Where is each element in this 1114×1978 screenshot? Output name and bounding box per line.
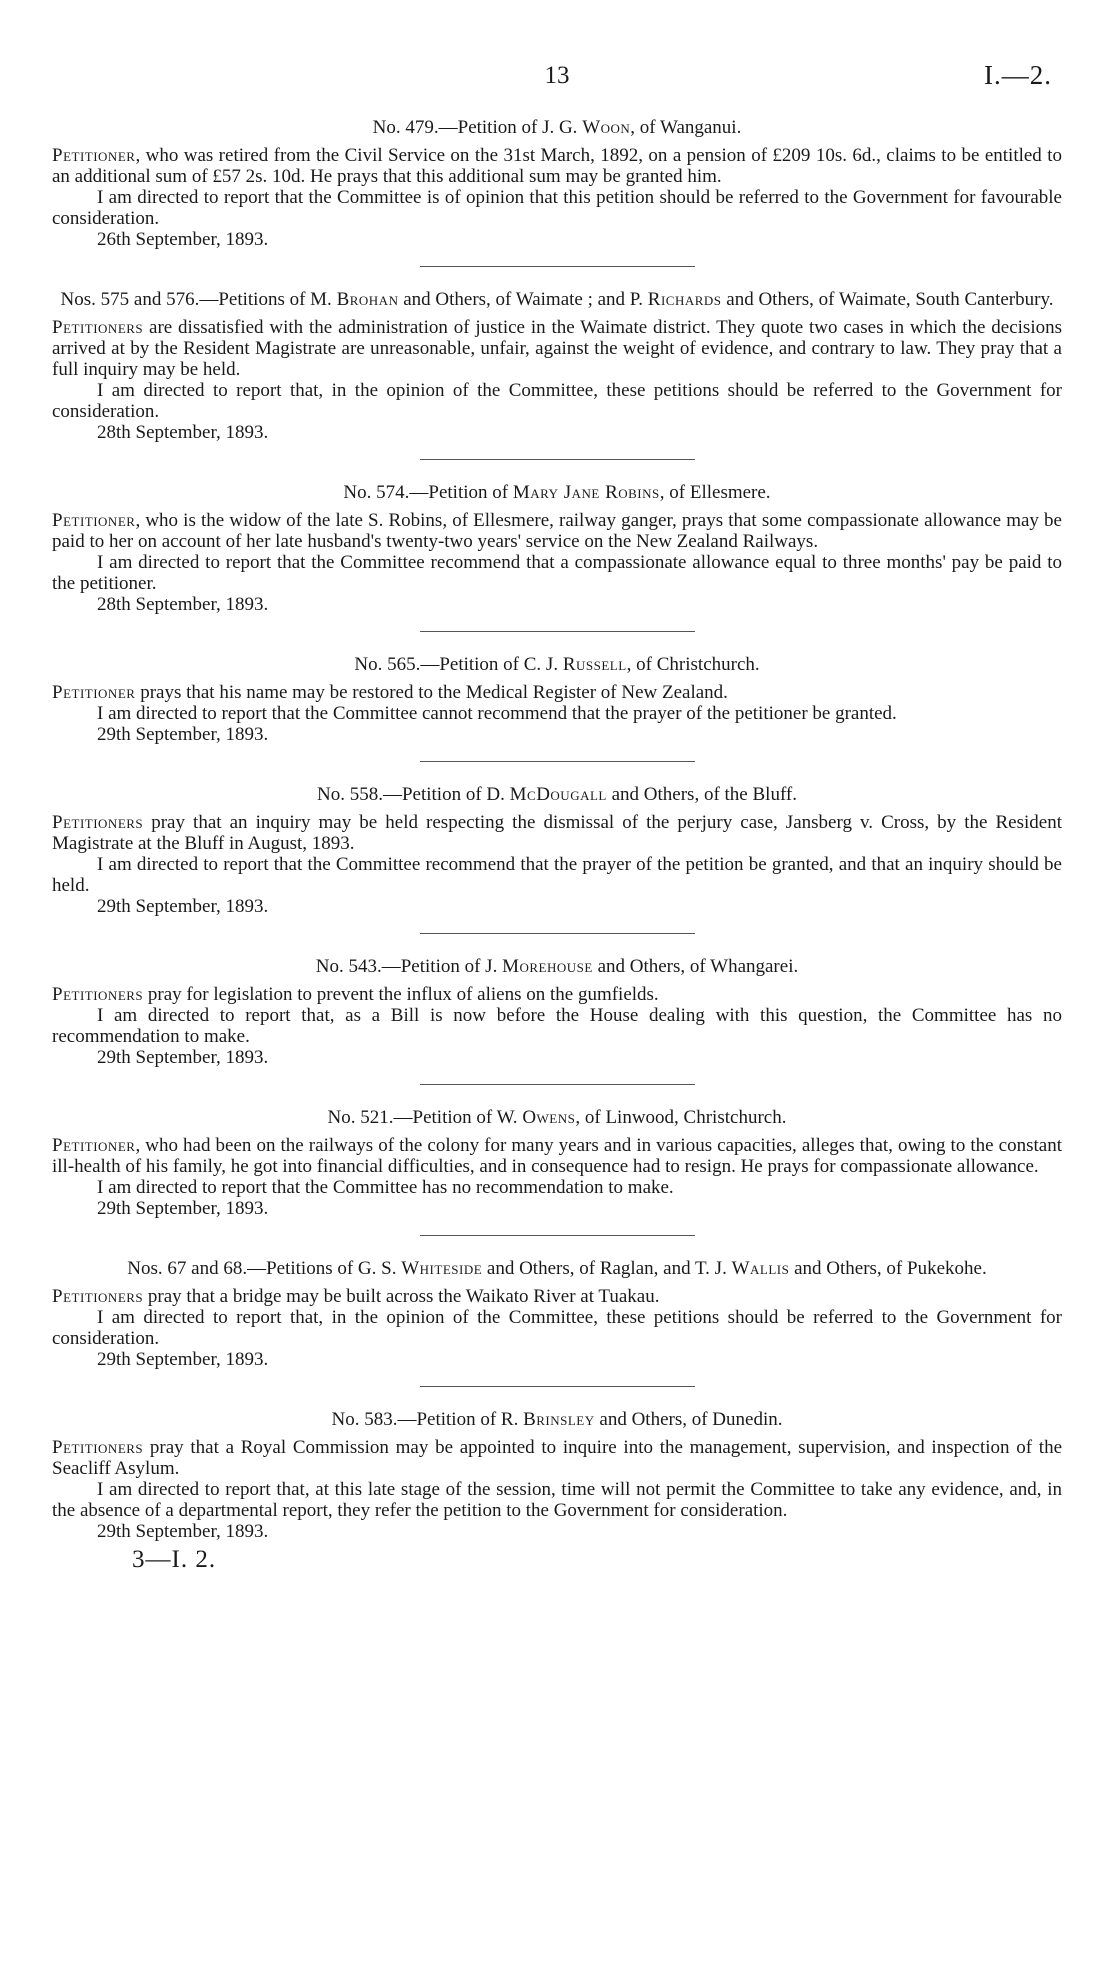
petitioner-lead: Petitioners	[52, 317, 144, 338]
petition-title	[52, 654, 1062, 676]
petitioner-name: Brohan	[336, 289, 399, 310]
report-date: 28th September, 1893.	[97, 422, 269, 443]
petition-body	[52, 984, 1062, 1005]
petitioner-name: Richards	[647, 289, 722, 310]
signature-mark: 3—I. 2.	[132, 1546, 217, 1573]
committee-report: I am directed to report that, in the opinion of the Committee, these petitions should be referred to the Government for consideration.	[52, 1307, 1062, 1349]
committee-report: I am directed to report that the Committee is of opinion that this petition should be referred to the Government for favourable consideration.	[52, 187, 1062, 229]
petition-title	[52, 784, 1062, 806]
page-reference: I.—2.	[984, 60, 1052, 90]
petition-title	[52, 482, 1062, 504]
petitioner-lead: Petitioner	[52, 682, 136, 703]
petitioner-lead: Petitioners	[52, 812, 144, 833]
committee-report: I am directed to report that the Committee recommend that a compassionate allowance equal to three months' pay be paid to the petitioner.	[52, 552, 1062, 594]
section-divider	[420, 761, 695, 762]
body-text: pray that a bridge may be built across the Waikato River at Tuakau.	[143, 1286, 660, 1307]
petitioner-name: McDougall	[509, 784, 607, 805]
petition-565	[52, 654, 1062, 762]
petition-479	[52, 117, 1062, 267]
petition-title	[52, 1107, 1062, 1129]
title-text: , of Christchurch.	[626, 654, 760, 675]
committee-report: I am directed to report that, as a Bill is now before the House dealing with this question, the Committee has no recommendation to make.	[52, 1005, 1062, 1047]
title-text: , of Linwood, Christchurch.	[575, 1107, 787, 1128]
title-text: , of Wanganui.	[630, 117, 742, 138]
section-divider	[420, 459, 695, 460]
body-text: , who was retired from the Civil Service on the 31st March, 1892, on a pension of £209 10s. 6d., claims to be entitled to an additional sum of £57 2s. 10d. He prays that this additional sum may be granted him.	[52, 145, 1062, 187]
body-text: pray that a Royal Commission may be appointed to inquire into the management, supervision, and inspection of the Seacliff Asylum.	[52, 1437, 1062, 1479]
title-text: , of Ellesmere.	[659, 482, 771, 503]
petitioner-lead: Petitioner	[52, 510, 136, 531]
petitioner-name: Whiteside	[401, 1258, 483, 1279]
section-divider	[420, 631, 695, 632]
body-text: , who had been on the railways of the colony for many years and in various capacities, alleges that, owing to the constant ill-health of his family, he got into financial difficulties, and in consequence had to resign. He prays for compassionate allowance.	[52, 1135, 1062, 1177]
title-text: and Others, of Pukekohe.	[789, 1258, 987, 1279]
petition-title	[52, 1409, 1062, 1431]
title-text: and Others, of the Bluff.	[606, 784, 797, 805]
title-text: No. 543.—Petition of J.	[315, 956, 503, 977]
petition-body	[52, 1135, 1062, 1177]
section-divider	[420, 266, 695, 267]
title-text: No. 565.—Petition of C. J.	[354, 654, 563, 675]
title-text: and Others, of Waimate ; and P.	[398, 289, 648, 310]
petition-title	[52, 289, 1062, 311]
title-text: No. 583.—Petition of R.	[331, 1409, 524, 1430]
body-text: are dissatisfied with the administration of justice in the Waimate district. They quote two cases in which the decisions arrived at by the Resident Magistrate are unreasonable, unfair, against the weight of evidence, and contrary to law. They pray that a full inquiry may be held.	[52, 317, 1062, 380]
body-text: , who is the widow of the late S. Robins, of Ellesmere, railway ganger, prays that some compassionate allowance may be paid to her on account of her late husband's twenty-two years' service on the New Zealand Railways.	[52, 510, 1062, 552]
report-date: 28th September, 1893.	[97, 594, 269, 615]
petition-body	[52, 812, 1062, 854]
petitioner-name: Brinsley	[523, 1409, 595, 1430]
title-text: No. 574.—Petition of	[343, 482, 513, 503]
title-text: and Others, of Raglan, and T. J.	[482, 1258, 732, 1279]
petition-583	[52, 1409, 1062, 1542]
petition-body	[52, 1437, 1062, 1479]
report-date: 29th September, 1893.	[97, 1349, 269, 1370]
petitioner-lead: Petitioners	[52, 1286, 144, 1307]
report-date: 29th September, 1893.	[97, 1198, 269, 1219]
body-text: pray for legislation to prevent the influx of aliens on the gumfields.	[143, 984, 659, 1005]
committee-report: I am directed to report that the Committee has no recommendation to make.	[97, 1177, 674, 1198]
page-number: 13	[544, 62, 570, 89]
title-text: and Others, of Waimate, South Canterbury.	[721, 289, 1054, 310]
petitioner-lead: Petitioner	[52, 145, 136, 166]
title-text: No. 558.—Petition of D.	[316, 784, 510, 805]
petitioner-name: Morehouse	[502, 956, 593, 977]
petition-558	[52, 784, 1062, 934]
petition-574	[52, 482, 1062, 632]
body-text: prays that his name may be restored to the Medical Register of New Zealand.	[135, 682, 728, 703]
section-divider	[420, 1235, 695, 1236]
petitioner-name: Woon	[582, 117, 631, 138]
section-divider	[420, 1386, 695, 1387]
petition-title	[52, 956, 1062, 978]
petition-title	[52, 1258, 1062, 1280]
section-divider	[420, 1084, 695, 1085]
petition-body	[52, 145, 1062, 187]
committee-report: I am directed to report that the Committee cannot recommend that the prayer of the petitioner be granted.	[97, 703, 897, 724]
title-text: and Others, of Whangarei.	[592, 956, 799, 977]
petition-521	[52, 1107, 1062, 1236]
report-date: 29th September, 1893.	[97, 1521, 269, 1542]
report-date: 29th September, 1893.	[97, 1047, 269, 1068]
petition-575-576	[52, 289, 1062, 460]
petitioner-lead: Petitioner	[52, 1135, 136, 1156]
title-text: and Others, of Dunedin.	[594, 1409, 783, 1430]
petition-body	[52, 682, 1062, 703]
title-text: Nos. 67 and 68.—Petitions of G. S.	[127, 1258, 402, 1279]
petitioner-lead: Petitioners	[52, 1437, 144, 1458]
petitioner-name: Wallis	[731, 1258, 790, 1279]
title-text: Nos. 575 and 576.—Petitions of M.	[60, 289, 337, 310]
petitioner-lead: Petitioners	[52, 984, 144, 1005]
petition-body	[52, 317, 1062, 380]
title-text: No. 521.—Petition of W.	[327, 1107, 523, 1128]
petition-title	[52, 117, 1062, 139]
section-divider	[420, 933, 695, 934]
report-date: 26th September, 1893.	[97, 229, 269, 250]
body-text: pray that an inquiry may be held respecting the dismissal of the perjury case, Jansberg v. Cross, by the Resident Magistrate at the Bluff in August, 1893.	[52, 812, 1062, 854]
title-text: No. 479.—Petition of J. G.	[372, 117, 583, 138]
report-date: 29th September, 1893.	[97, 896, 269, 917]
petitioner-name: Owens	[522, 1107, 576, 1128]
committee-report: I am directed to report that, in the opinion of the Committee, these petitions should be referred to the Government for consideration.	[52, 380, 1062, 422]
petition-body	[52, 510, 1062, 552]
petition-body	[52, 1286, 1062, 1307]
petitioner-name: Mary Jane Robins	[512, 482, 660, 503]
committee-report: I am directed to report that, at this late stage of the session, time will not permit the Committee to take any evidence, and, in the absence of a departmental report, they refer the petition to the Government for consideration.	[52, 1479, 1062, 1521]
petition-543	[52, 956, 1062, 1085]
petitioner-name: Russell	[562, 654, 627, 675]
report-date: 29th September, 1893.	[97, 724, 269, 745]
petitions-list	[52, 117, 1062, 1574]
petition-67-68	[52, 1258, 1062, 1387]
committee-report: I am directed to report that the Committee recommend that the prayer of the petition be granted, and that an inquiry should be held.	[52, 854, 1062, 896]
